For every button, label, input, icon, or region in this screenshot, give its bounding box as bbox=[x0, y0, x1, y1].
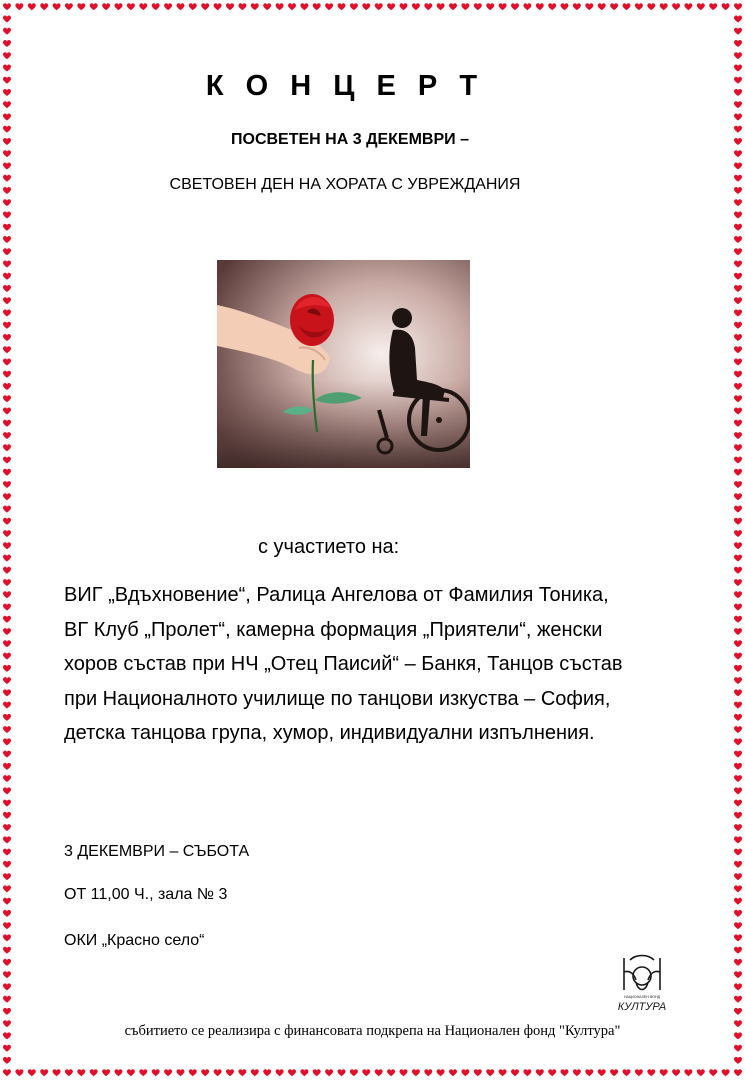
heart-icon bbox=[734, 261, 742, 268]
heart-icon bbox=[288, 3, 296, 10]
heart-icon bbox=[3, 199, 11, 206]
event-time-place: ОТ 11,00 Ч., зала № 3 bbox=[64, 886, 228, 903]
heart-icon bbox=[598, 1069, 606, 1076]
heart-icon bbox=[28, 1069, 36, 1076]
heart-icon bbox=[647, 3, 655, 10]
heart-icon bbox=[734, 371, 742, 378]
heart-icon bbox=[734, 689, 742, 696]
heart-icon bbox=[511, 3, 519, 10]
heart-icon bbox=[375, 3, 383, 10]
rose-icon bbox=[290, 294, 334, 346]
heart-icon bbox=[734, 346, 742, 353]
heart-icon bbox=[313, 1069, 321, 1076]
heart-icon bbox=[263, 3, 271, 10]
heart-icon bbox=[548, 3, 556, 10]
participants-list bbox=[64, 578, 694, 751]
heart-icon bbox=[734, 530, 742, 537]
heart-icon bbox=[437, 3, 445, 10]
heart-icon bbox=[3, 518, 11, 525]
heart-icon bbox=[734, 420, 742, 427]
heart-icon bbox=[734, 898, 742, 905]
heart-icon bbox=[734, 297, 742, 304]
heart-icon bbox=[672, 3, 680, 10]
participants-line: при Националното училище по танцови изкуства – София, bbox=[64, 687, 611, 710]
heart-icon bbox=[734, 714, 742, 721]
heart-icon bbox=[523, 1069, 531, 1076]
heart-icon bbox=[734, 702, 742, 709]
heart-icon bbox=[3, 236, 11, 243]
heart-icon bbox=[734, 322, 742, 329]
heart-icon bbox=[734, 726, 742, 733]
heart-icon bbox=[53, 3, 61, 10]
heart-icon bbox=[474, 3, 482, 10]
heart-icon bbox=[734, 738, 742, 745]
heart-icon bbox=[3, 567, 11, 574]
heart-icon bbox=[734, 555, 742, 562]
heart-icon bbox=[3, 836, 11, 843]
heart-icon bbox=[189, 3, 197, 10]
subtitle-world-day: СВЕТОВЕН ДЕН НА ХОРАТА С УВРЕЖДАНИЯ bbox=[169, 176, 521, 193]
heart-icon bbox=[734, 934, 742, 941]
heart-icon bbox=[734, 506, 742, 513]
heart-icon bbox=[251, 3, 259, 10]
heart-icon bbox=[313, 3, 321, 10]
event-date: 3 ДЕКЕМВРИ – СЪБОТА bbox=[64, 843, 250, 860]
heart-icon bbox=[3, 114, 11, 121]
heart-icon bbox=[449, 1069, 457, 1076]
heart-icon bbox=[3, 1069, 11, 1076]
heart-icon bbox=[734, 983, 742, 990]
heart-icon bbox=[350, 1069, 358, 1076]
heart-icon bbox=[734, 248, 742, 255]
heart-icon bbox=[722, 3, 730, 10]
heart-icon bbox=[3, 689, 11, 696]
heart-icon bbox=[585, 1069, 593, 1076]
heart-icon bbox=[251, 1069, 259, 1076]
heart-icon bbox=[734, 653, 742, 660]
heart-icon bbox=[449, 3, 457, 10]
heart-icon bbox=[722, 1069, 730, 1076]
heart-icon bbox=[3, 665, 11, 672]
heart-icon bbox=[3, 383, 11, 390]
heart-icon bbox=[734, 469, 742, 476]
heart-icon bbox=[734, 199, 742, 206]
heart-icon bbox=[734, 665, 742, 672]
heart-icon bbox=[585, 3, 593, 10]
heart-icon bbox=[3, 616, 11, 623]
heart-icon bbox=[734, 542, 742, 549]
heart-icon bbox=[660, 1069, 668, 1076]
heart-icon bbox=[3, 273, 11, 280]
heart-icon bbox=[709, 3, 717, 10]
heart-icon bbox=[734, 457, 742, 464]
heart-icon bbox=[40, 3, 48, 10]
heart-icon bbox=[3, 861, 11, 868]
heart-icon bbox=[734, 800, 742, 807]
heart-icon bbox=[734, 175, 742, 182]
heart-icon bbox=[734, 1069, 742, 1076]
heart-icon bbox=[3, 40, 11, 47]
heart-icon bbox=[3, 457, 11, 464]
heart-icon bbox=[3, 910, 11, 917]
heart-icon bbox=[3, 506, 11, 513]
heart-icon bbox=[734, 77, 742, 84]
participation-heading: с участието на: bbox=[258, 536, 400, 558]
heart-icon bbox=[3, 1045, 11, 1052]
event-venue: ОКИ „Красно село“ bbox=[64, 932, 205, 949]
heart-icon bbox=[734, 640, 742, 647]
heart-icon bbox=[3, 591, 11, 598]
heart-icon bbox=[3, 604, 11, 611]
heart-icon bbox=[164, 1069, 172, 1076]
heart-icon bbox=[3, 334, 11, 341]
heart-icon bbox=[139, 3, 147, 10]
heart-icon bbox=[115, 1069, 123, 1076]
heart-icon bbox=[734, 40, 742, 47]
heart-icon bbox=[214, 3, 222, 10]
heart-icon bbox=[734, 824, 742, 831]
heart-icon bbox=[387, 1069, 395, 1076]
heart-icon bbox=[734, 812, 742, 819]
heart-icon bbox=[3, 885, 11, 892]
heart-icon bbox=[362, 3, 370, 10]
heart-icon bbox=[734, 334, 742, 341]
heart-icon bbox=[734, 187, 742, 194]
heart-icon bbox=[635, 3, 643, 10]
heart-icon bbox=[3, 420, 11, 427]
heart-icon bbox=[734, 996, 742, 1003]
heart-icon bbox=[623, 1069, 631, 1076]
heart-icon bbox=[536, 3, 544, 10]
heart-icon bbox=[734, 285, 742, 292]
heart-icon bbox=[734, 273, 742, 280]
heart-icon bbox=[734, 28, 742, 35]
heart-icon bbox=[3, 628, 11, 635]
heart-icon bbox=[387, 3, 395, 10]
heart-icon bbox=[3, 653, 11, 660]
heart-icon bbox=[102, 1069, 110, 1076]
heart-icon bbox=[214, 1069, 222, 1076]
heart-icon bbox=[486, 3, 494, 10]
heart-icon bbox=[3, 52, 11, 59]
heart-icon bbox=[573, 1069, 581, 1076]
heart-icon bbox=[28, 3, 36, 10]
heart-icon bbox=[734, 89, 742, 96]
heart-icon bbox=[437, 1069, 445, 1076]
heart-icon bbox=[734, 432, 742, 439]
heart-icon bbox=[734, 763, 742, 770]
heart-icon bbox=[709, 1069, 717, 1076]
heart-icon bbox=[3, 922, 11, 929]
heart-icon bbox=[734, 628, 742, 635]
heart-icon bbox=[77, 1069, 85, 1076]
heart-icon bbox=[325, 1069, 333, 1076]
heart-icon bbox=[734, 163, 742, 170]
heart-icon bbox=[610, 3, 618, 10]
heart-icon bbox=[226, 3, 234, 10]
heart-icon bbox=[660, 3, 668, 10]
heart-icon bbox=[697, 3, 705, 10]
heart-icon bbox=[734, 959, 742, 966]
heart-icon bbox=[672, 1069, 680, 1076]
heart-icon bbox=[598, 3, 606, 10]
heart-icon bbox=[65, 1069, 73, 1076]
heart-icon bbox=[3, 738, 11, 745]
subtitle-dedication: ПОСВЕТЕН НА 3 ДЕКЕМВРИ – bbox=[231, 131, 469, 148]
heart-icon bbox=[734, 383, 742, 390]
heart-icon bbox=[3, 297, 11, 304]
heart-icon bbox=[3, 493, 11, 500]
participants-line: хоров състав при НЧ „Отец Паисий“ – Банкя, Танцов състав bbox=[64, 653, 623, 675]
heart-icon bbox=[127, 3, 135, 10]
heart-icon bbox=[3, 212, 11, 219]
heart-icon bbox=[139, 1069, 147, 1076]
heart-icon bbox=[3, 873, 11, 880]
participants-line: ВИГ „Вдъхновение“, Ралица Ангелова от Фамилия Тоника, bbox=[64, 584, 609, 606]
heart-icon bbox=[3, 224, 11, 231]
heart-icon bbox=[734, 65, 742, 72]
heart-icon bbox=[734, 567, 742, 574]
heart-icon bbox=[3, 677, 11, 684]
heart-icon bbox=[3, 947, 11, 954]
heart-icon bbox=[734, 359, 742, 366]
heart-icon bbox=[734, 408, 742, 415]
heart-icon bbox=[164, 3, 172, 10]
heart-icon bbox=[3, 996, 11, 1003]
heart-icon bbox=[3, 959, 11, 966]
heart-icon bbox=[300, 3, 308, 10]
heart-icon bbox=[3, 261, 11, 268]
heart-icon bbox=[734, 236, 742, 243]
heart-icon bbox=[3, 248, 11, 255]
heart-icon bbox=[3, 1008, 11, 1015]
heart-icon bbox=[486, 1069, 494, 1076]
logo-text: КУЛТУРА bbox=[617, 1001, 667, 1013]
heart-icon bbox=[734, 579, 742, 586]
heart-icon bbox=[3, 310, 11, 317]
heart-icon bbox=[424, 3, 432, 10]
heart-icon bbox=[561, 1069, 569, 1076]
heart-icon bbox=[548, 1069, 556, 1076]
heart-icon bbox=[734, 616, 742, 623]
heart-icon bbox=[523, 3, 531, 10]
heart-icon bbox=[3, 28, 11, 35]
heart-icon bbox=[3, 714, 11, 721]
heart-icon bbox=[734, 150, 742, 157]
heart-icon bbox=[40, 1069, 48, 1076]
heart-icon bbox=[3, 800, 11, 807]
heart-icon bbox=[15, 1069, 23, 1076]
heart-icon bbox=[127, 1069, 135, 1076]
heart-icon bbox=[734, 910, 742, 917]
heart-icon bbox=[3, 555, 11, 562]
heart-icon bbox=[226, 1069, 234, 1076]
heart-icon bbox=[201, 1069, 209, 1076]
heart-icon bbox=[3, 15, 11, 22]
heart-icon bbox=[461, 1069, 469, 1076]
heart-icon bbox=[3, 726, 11, 733]
heart-icon bbox=[734, 3, 742, 10]
heart-icon bbox=[573, 3, 581, 10]
heart-icon bbox=[3, 150, 11, 157]
heart-icon bbox=[3, 934, 11, 941]
heart-icon bbox=[734, 836, 742, 843]
heart-icon bbox=[152, 1069, 160, 1076]
heart-icon bbox=[90, 3, 98, 10]
heart-icon bbox=[3, 285, 11, 292]
heart-icon bbox=[3, 322, 11, 329]
heart-icon bbox=[734, 15, 742, 22]
heart-icon bbox=[734, 604, 742, 611]
participants-line: детска танцова група, хумор, индивидуални изпълнения. bbox=[64, 722, 595, 744]
heart-icon bbox=[263, 1069, 271, 1076]
heart-icon bbox=[375, 1069, 383, 1076]
heart-icon bbox=[177, 3, 185, 10]
heart-icon bbox=[697, 1069, 705, 1076]
heart-icon bbox=[53, 1069, 61, 1076]
heart-icon bbox=[3, 469, 11, 476]
heart-icon bbox=[15, 3, 23, 10]
heart-icon bbox=[647, 1069, 655, 1076]
heart-icon bbox=[734, 947, 742, 954]
heart-icon bbox=[3, 579, 11, 586]
heart-icon bbox=[3, 640, 11, 647]
heart-icon bbox=[65, 3, 73, 10]
heart-icon bbox=[734, 885, 742, 892]
heart-icon bbox=[734, 126, 742, 133]
heart-icon bbox=[734, 787, 742, 794]
heart-icon bbox=[684, 3, 692, 10]
heart-icon bbox=[3, 395, 11, 402]
heart-icon bbox=[474, 1069, 482, 1076]
heart-icon bbox=[734, 444, 742, 451]
heart-icon bbox=[102, 3, 110, 10]
heart-icon bbox=[561, 3, 569, 10]
heart-icon bbox=[734, 1057, 742, 1064]
heart-icon bbox=[177, 1069, 185, 1076]
page-title: К О Н Ц Е Р Т bbox=[205, 70, 485, 102]
heart-icon bbox=[734, 922, 742, 929]
heart-icon bbox=[734, 677, 742, 684]
heart-icon bbox=[400, 3, 408, 10]
svg-text:НАЦИОНАЛЕН ФОНД: НАЦИОНАЛЕН ФОНД bbox=[623, 995, 661, 999]
footer-note: събитието се реализира с финансовата подкрепа на Национален фонд "Култура" bbox=[124, 1023, 621, 1039]
heart-icon bbox=[734, 849, 742, 856]
heart-icon bbox=[734, 518, 742, 525]
heart-icon bbox=[424, 1069, 432, 1076]
heart-icon bbox=[3, 432, 11, 439]
heart-icon bbox=[536, 1069, 544, 1076]
heart-icon bbox=[3, 444, 11, 451]
heart-icon bbox=[734, 971, 742, 978]
logo-icon bbox=[612, 952, 672, 1018]
heart-icon bbox=[3, 163, 11, 170]
heart-icon bbox=[362, 1069, 370, 1076]
heart-icon bbox=[276, 3, 284, 10]
heart-icon bbox=[238, 3, 246, 10]
heart-icon bbox=[734, 101, 742, 108]
heart-icon bbox=[734, 481, 742, 488]
rose-wheelchair-photo bbox=[217, 260, 470, 468]
heart-icon bbox=[412, 1069, 420, 1076]
heart-icon bbox=[734, 1008, 742, 1015]
heart-icon bbox=[3, 3, 11, 10]
heart-icon bbox=[3, 824, 11, 831]
heart-icon bbox=[3, 971, 11, 978]
heart-icon bbox=[734, 493, 742, 500]
heart-icon bbox=[3, 702, 11, 709]
heart-icon bbox=[77, 3, 85, 10]
heart-icon bbox=[499, 1069, 507, 1076]
heart-icon bbox=[734, 212, 742, 219]
heart-icon bbox=[734, 114, 742, 121]
heart-icon bbox=[3, 983, 11, 990]
heart-icon bbox=[238, 1069, 246, 1076]
heart-icon bbox=[623, 3, 631, 10]
heart-icon bbox=[3, 530, 11, 537]
heart-icon bbox=[3, 775, 11, 782]
heart-icon bbox=[734, 1045, 742, 1052]
heart-icon bbox=[734, 873, 742, 880]
heart-icon bbox=[300, 1069, 308, 1076]
heart-icon bbox=[201, 3, 209, 10]
heart-icon bbox=[3, 787, 11, 794]
heart-icon bbox=[684, 1069, 692, 1076]
heart-icon bbox=[734, 591, 742, 598]
heart-icon bbox=[734, 861, 742, 868]
heart-icon bbox=[3, 812, 11, 819]
heart-icon bbox=[3, 371, 11, 378]
heart-icon bbox=[3, 849, 11, 856]
heart-icon bbox=[3, 751, 11, 758]
heart-icon bbox=[734, 224, 742, 231]
heart-icon bbox=[635, 1069, 643, 1076]
heart-icon bbox=[3, 481, 11, 488]
heart-icon bbox=[734, 52, 742, 59]
heart-icon bbox=[461, 3, 469, 10]
heart-icon bbox=[3, 898, 11, 905]
heart-icon bbox=[276, 1069, 284, 1076]
heart-icon bbox=[152, 3, 160, 10]
heart-icon bbox=[511, 1069, 519, 1076]
heart-icon bbox=[499, 3, 507, 10]
heart-icon bbox=[3, 408, 11, 415]
heart-icon bbox=[325, 3, 333, 10]
heart-icon bbox=[115, 3, 123, 10]
heart-icon bbox=[734, 395, 742, 402]
heart-icon bbox=[338, 3, 346, 10]
heart-icon bbox=[734, 775, 742, 782]
heart-icon bbox=[338, 1069, 346, 1076]
heart-icon bbox=[350, 3, 358, 10]
heart-icon bbox=[400, 1069, 408, 1076]
heart-icon bbox=[412, 3, 420, 10]
heart-icon bbox=[3, 359, 11, 366]
heart-icon bbox=[288, 1069, 296, 1076]
heart-icon bbox=[189, 1069, 197, 1076]
heart-icon bbox=[3, 1057, 11, 1064]
participants-line: ВГ Клуб „Пролет“, камерна формация „Приятели“, женски bbox=[64, 618, 603, 641]
heart-icon bbox=[90, 1069, 98, 1076]
heart-icon bbox=[3, 346, 11, 353]
heart-icon bbox=[734, 138, 742, 145]
heart-icon bbox=[610, 1069, 618, 1076]
heart-icon bbox=[3, 763, 11, 770]
heart-icon bbox=[734, 751, 742, 758]
heart-icon bbox=[3, 542, 11, 549]
heart-icon bbox=[734, 310, 742, 317]
